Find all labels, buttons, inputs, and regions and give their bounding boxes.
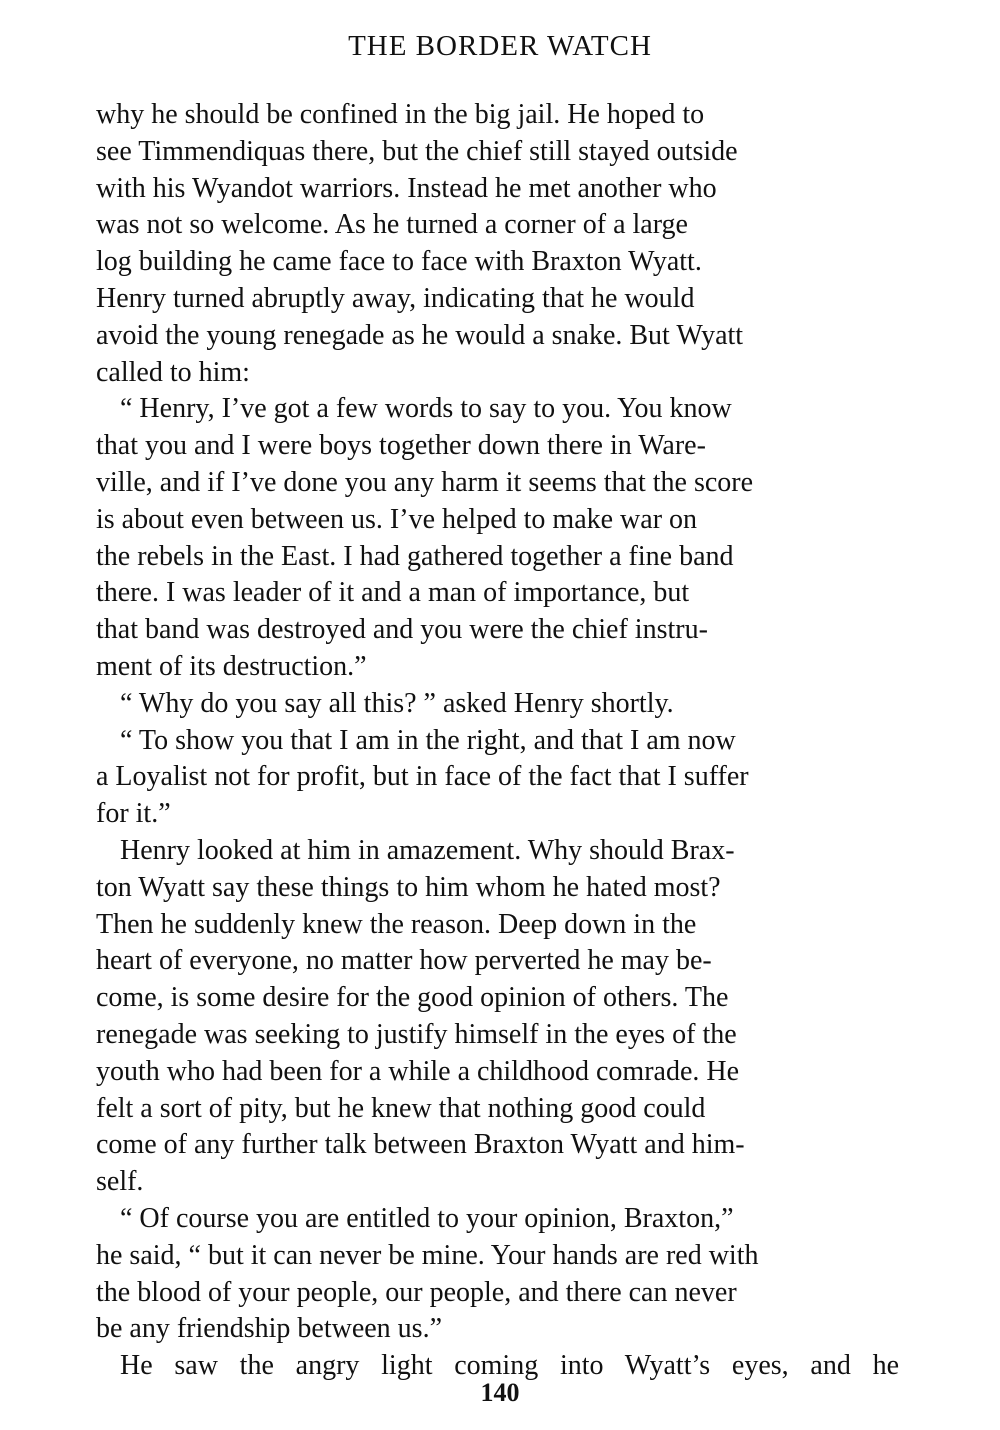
paragraph-wyatt-reply: “ To show you that I am in the right, and that I am now a Loyalist not for profit, but in face of the fact that I suffer for it.” <box>96 724 749 830</box>
page-number: 140 <box>480 1378 520 1407</box>
paragraph-henry-amazement: Henry looked at him in amazement. Why should Brax- ton Wyatt say these things to him whom he hated most? Then he suddenly knew the reason. Deep down in the heart of everyone, no matter how perverted he may be- come, is some desire for the good opinion of others. The renegade was seeking to justify himself in the eyes of the youth who had been for a while a childhood comrade. He felt a sort of pity, but he knew that nothing good could come of any further talk between Braxton Wyatt and him- self. <box>96 834 745 1198</box>
body-text <box>96 97 899 1385</box>
paragraph-jail: why he should be confined in the big jail. He hoped to see Timmendiquas there, but the chief still stayed outside with his Wyandot warriors. Instead he met another who was not so welcome. As he turned a corner of a large log building he came face to face with Braxton Wyatt. Henry turned abruptly away, indicating that he would avoid the young renegade as he would a snake. But Wyatt called to him: <box>96 99 744 388</box>
paragraph-henry-question: “ Why do you say all this? ” asked Henry shortly. <box>120 687 674 719</box>
paragraph-wyatt-speech: “ Henry, I’ve got a few words to say to you. You know that you and I were boys together down there in Ware- ville, and if I’ve done you any harm it seems that the score is about even between us. I’ve helped to make war on the rebels in the East. I had gathered together a fine band there. I was leader of it and a man of importance, but that band was destroyed and you were the chief instru- ment of its destruction.” <box>96 393 754 682</box>
running-title: THE BORDER WATCH <box>348 30 652 62</box>
paragraph-henry-answer: “ Of course you are entitled to your opinion, Braxton,” he said, “ but it can never be mine. Your hands are red with the blood of your people, our people, and there can never be any friendship between us.” <box>96 1202 759 1345</box>
paragraph-angry-light: He saw the angry light coming into Wyatt’s eyes, and he <box>120 1350 899 1382</box>
